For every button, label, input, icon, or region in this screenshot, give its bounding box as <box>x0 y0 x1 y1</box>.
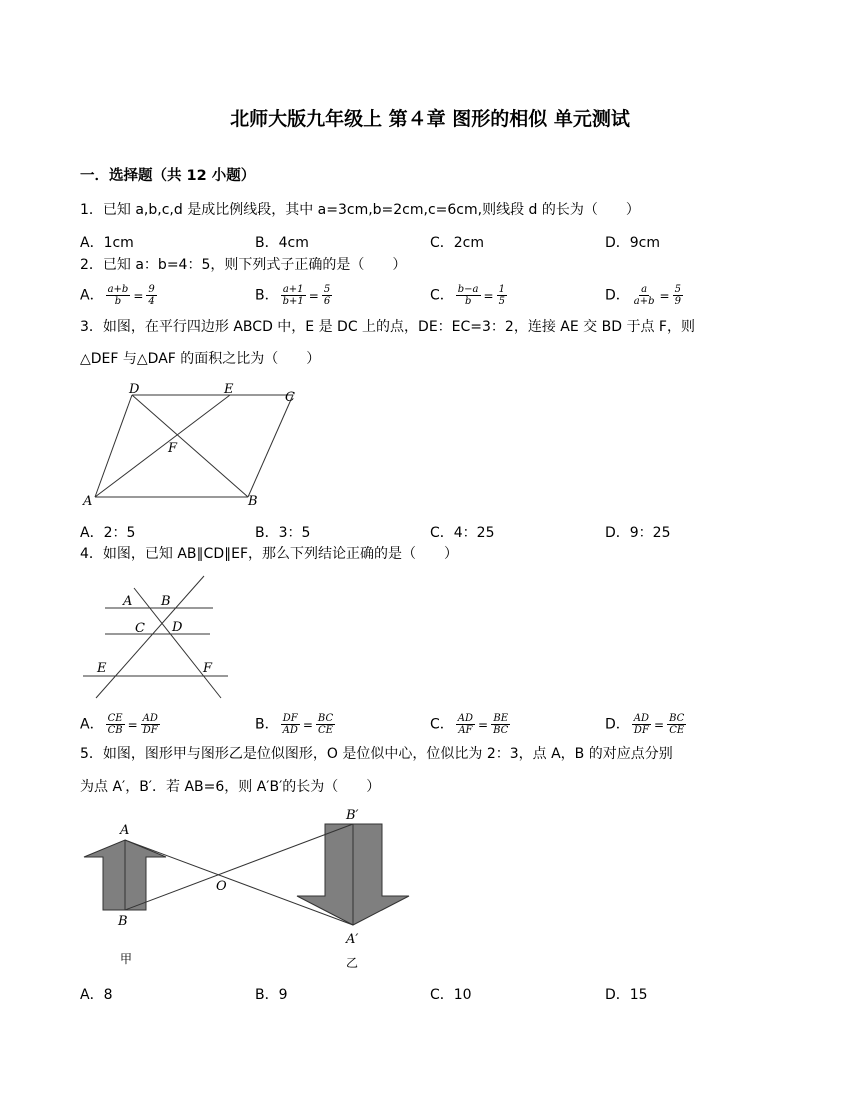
q1-option-b: B．4cm <box>255 235 309 251</box>
denominator: AF <box>458 725 473 736</box>
equals-sign: = <box>659 288 670 303</box>
label-c: C <box>285 390 295 405</box>
label-c: C <box>135 621 145 636</box>
equals-sign: = <box>302 717 313 732</box>
q2-option-b <box>255 284 334 307</box>
q5-option-a: A．8 <box>80 987 113 1003</box>
numerator: 9 <box>148 284 155 295</box>
question-1-text: 1．已知 a,b,c,d 是成比例线段，其中 a=3cm,b=2cm,c=6cm,则线段 d 的长为（ ） <box>80 202 640 218</box>
q5-option-b: B．9 <box>255 987 288 1003</box>
denominator: CE <box>669 725 685 736</box>
numerator: BE <box>493 713 509 724</box>
equals-sign: = <box>308 288 319 303</box>
q2-option-a <box>80 284 159 307</box>
q2-option-c <box>430 284 509 307</box>
question-3-line-2: △DEF 与△DAF 的面积之比为（ ） <box>80 351 321 367</box>
parallelogram-figure <box>80 380 310 510</box>
label-d: D <box>129 382 140 397</box>
homothety-figure <box>80 805 420 975</box>
equals-sign: = <box>478 717 489 732</box>
label-yi: 乙 <box>346 956 359 970</box>
q2-option-d <box>605 284 685 307</box>
denominator: b <box>464 296 472 307</box>
page-title: 北师大版九年级上 第４章 图形的相似 单元测试 <box>230 108 630 130</box>
numerator: 1 <box>498 284 505 295</box>
denominator: 9 <box>674 296 681 307</box>
q4-option-c <box>430 713 512 736</box>
fraction-left <box>281 284 306 307</box>
denominator: b+1 <box>282 296 304 307</box>
label-b: B <box>161 594 171 609</box>
question-3-line-1: 3．如图，在平行四边形 ABCD 中，E 是 DC 上的点，DE：EC=3：2，连接 AE 交 BD 于点 F，则 <box>80 319 695 335</box>
label-f: F <box>168 441 178 456</box>
option-letter: A． <box>80 716 104 733</box>
numerator: a <box>641 284 648 295</box>
q3-option-a: A．2：5 <box>80 525 136 541</box>
equals-sign: = <box>133 288 144 303</box>
fraction-right <box>146 284 156 307</box>
fraction-right <box>667 713 686 736</box>
numerator: CE <box>107 713 123 724</box>
label-o: O <box>216 879 227 894</box>
q3-option-d: D．9：25 <box>605 525 671 541</box>
numerator: 5 <box>323 284 331 295</box>
denominator: AD <box>282 725 298 736</box>
label-jia: 甲 <box>120 952 133 966</box>
numerator: BC <box>669 713 685 724</box>
q5-option-c: C．10 <box>430 987 472 1003</box>
q3-option-b: B．3：5 <box>255 525 311 541</box>
label-b: B <box>118 914 128 929</box>
label-b: B <box>248 494 258 509</box>
label-a: A <box>83 494 93 509</box>
fraction-right <box>141 713 160 736</box>
question-5-line-1: 5．如图，图形甲与图形乙是位似图形，O 是位似中心，位似比为 2：3，点 A，B 的对应点分别 <box>80 746 673 762</box>
section-heading: 一．选择题（共 12 小题） <box>80 168 256 184</box>
denominator: 4 <box>148 296 155 307</box>
denominator: DF <box>633 725 649 736</box>
fraction-left <box>106 284 131 307</box>
q4-option-b <box>255 713 337 736</box>
q1-option-d: D．9cm <box>605 235 661 251</box>
denominator: 6 <box>323 296 331 307</box>
label-a: A <box>123 594 133 609</box>
fraction-left <box>456 284 481 307</box>
numerator: AD <box>633 713 650 724</box>
label-e: E <box>224 382 234 397</box>
q1-option-a: A．1cm <box>80 235 134 251</box>
label-a: A <box>120 823 130 838</box>
equals-sign: = <box>654 717 665 732</box>
numerator: AD <box>142 713 158 724</box>
fraction-right <box>673 284 683 307</box>
parallel-lines-figure <box>80 570 240 705</box>
fraction-right <box>316 713 335 736</box>
numerator: BC <box>317 713 334 724</box>
question-2-text: 2．已知 a：b=4：5，则下列式子正确的是（ ） <box>80 257 407 273</box>
denominator: CB <box>107 725 123 736</box>
denominator: CE <box>318 725 333 736</box>
fraction-left <box>281 713 300 736</box>
label-d: D <box>172 620 183 635</box>
label-b-prime: B′ <box>346 808 359 823</box>
q4-option-a <box>80 713 162 736</box>
denominator: 5 <box>498 296 505 307</box>
option-letter: B． <box>255 716 279 733</box>
numerator: AD <box>457 713 474 724</box>
numerator: 5 <box>674 284 681 295</box>
fraction-left <box>632 713 651 736</box>
fraction-right <box>497 284 507 307</box>
numerator: a+b <box>107 284 129 295</box>
option-letter: C． <box>430 716 454 733</box>
numerator: DF <box>282 713 298 724</box>
denominator: BC <box>493 725 509 736</box>
equals-sign: = <box>483 288 494 303</box>
fraction-left <box>456 713 475 736</box>
label-f: F <box>203 661 213 676</box>
q1-option-c: C．2cm <box>430 235 485 251</box>
fraction-right <box>322 284 332 307</box>
numerator: b−a <box>457 284 479 295</box>
q3-option-c: C．4：25 <box>430 525 495 541</box>
question-4-text: 4．如图，已知 AB∥CD∥EF，那么下列结论正确的是（ ） <box>80 546 458 562</box>
label-e: E <box>97 661 107 676</box>
denominator: a+b <box>633 296 655 307</box>
option-letter: C． <box>430 287 454 304</box>
option-letter: A． <box>80 287 104 304</box>
fraction-left <box>106 713 125 736</box>
question-5-line-2: 为点 A′，B′．若 AB=6，则 A′B′的长为（ ） <box>80 779 381 795</box>
numerator: a+1 <box>282 284 304 295</box>
q4-option-d <box>605 713 688 736</box>
label-a-prime: A′ <box>346 932 359 947</box>
denominator: b <box>114 296 122 307</box>
option-letter: D． <box>605 716 630 733</box>
q5-option-d: D．15 <box>605 987 648 1003</box>
denominator: DF <box>142 725 158 736</box>
option-letter: D． <box>605 287 630 304</box>
fraction-right <box>491 713 510 736</box>
equals-sign: = <box>127 717 138 732</box>
option-letter: B． <box>255 287 279 304</box>
fraction-left <box>632 284 657 307</box>
